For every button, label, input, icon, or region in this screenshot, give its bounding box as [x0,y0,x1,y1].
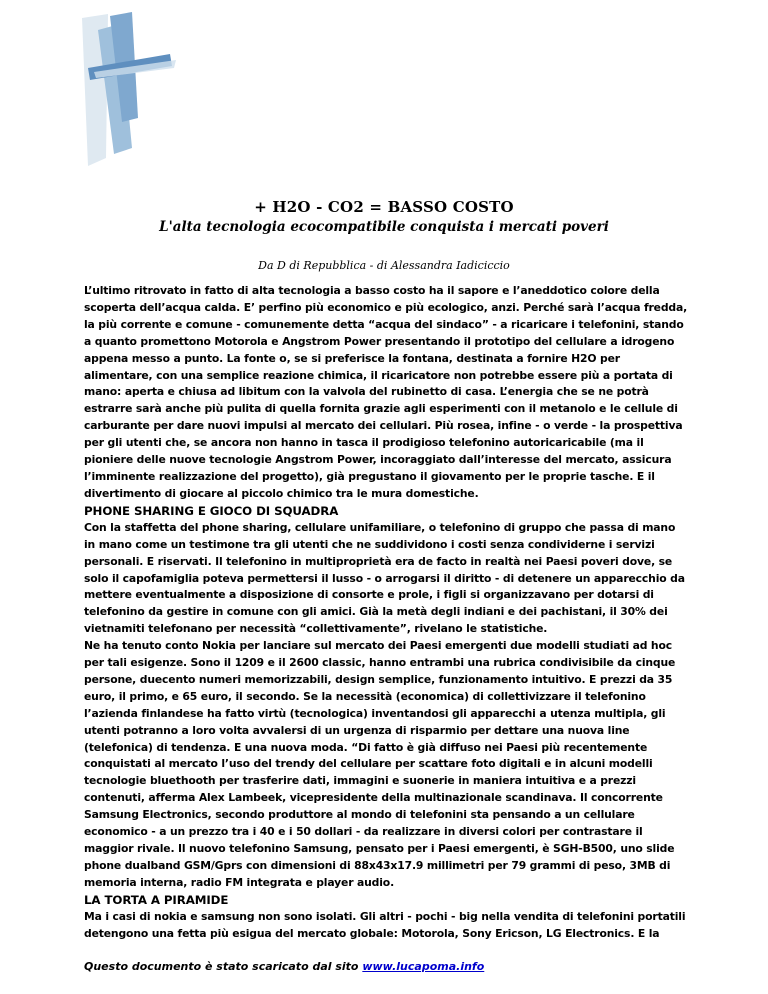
section-heading: LA TORTA A PIRAMIDE [84,892,229,907]
clothespin-logo-icon [80,8,180,168]
section-heading: PHONE SHARING E GIOCO DI SQUADRA [84,503,339,518]
download-footer [84,960,684,973]
page-subtitle: L'alta tecnologia ecocompatibile conquista i mercati poveri [159,219,609,235]
article-paragraph: Ne ha tenuto conto Nokia per lanciare sul mercato dei Paesi emergenti due modelli studiati ad hoc per tali esigenze. Sono il 1209 e il 2600 classic, hanno entrambi una rubrica condivisibile da cinque persone, duecento numeri memorizzabili, design semplice, funzionamento intuitivo. E prezzi da 35 euro, il primo, e 65 euro, il secondo. Se la necessità (economica) di collettivizzare il telefonino l’azienda finlandese ha fatto virtù (tecnologica) inventandosi gli apparecchi a utenza multipla, gli utenti potranno a loro volta avvalersi di un urgenza di risparmio per dettare una nuova line (telefonica) di tendenza. E una nuova moda. “Di fatto è già diffuso nei Paesi più recentemente conquistati al mercato l’uso del trendy del cellulare per scattare foto digitali e in alcuni modelli tecnologie bluethooth per trasferire dati, immagini e suonerie in maniera intuitiva e a prezzi contenuti, afferma Alex Lambeek, vicepresidente della multinazionale scandinava. Il concorrente Samsung Electronics, secondo produttore al mondo di telefonini sta pensando a un cellulare economico - a un prezzo tra i 40 e i 50 dollari - da realizzare in diversi colori per contrastare il maggior rivale. Il nuovo telefonino Samsung, pensato per i Paesi emergenti, è SGH-B500, uno slide phone dualband GSM/Gprs con dimensioni di 88x43x17.9 millimetri per 79 grammi di peso, 3MB di memoria interna, radio FM integrata e player audio. [84,639,676,889]
article-body [84,283,688,941]
article-byline: Da D di Repubblica - di Alessandra Iadiciccio [258,259,510,272]
footer-text: Questo documento è stato scaricato dal sito [84,960,363,973]
article-paragraph: L’ultimo ritrovato in fatto di alta tecnologia a basso costo ha il sapore e l’aneddotico colore della scoperta dell’acqua calda. E’ perfino più economico e più ecologico, anzi. Perché sarà l’acqua fredda, la più corrente e comune - comunemente detta “acqua del sindaco” - a ricaricare i telefonini, stando a quanto promettono Motorola e Angstrom Power presentando il prototipo del cellulare a idrogeno appena messo a punto. La fonte o, se si preferisce la fontana, destinata a fornire H2O per alimentare, con una semplice reazione chimica, il ricaricatore non potrebbe essere più a portata di mano: aperta e chiusa ad libitum con la valvola del rubinetto di casa. L’energia che se ne potrà estrarre sarà anche più pulita di quella fornita grazie agli esperimenti con il metanolo e le cellule di carburante per dare nuovi impulsi al mercato dei cellulari. Più rosea, infine - o verde - la prospettiva per gli utenti che, se ancora non hanno in tasca il prodigioso telefonino autoricaricabile (ma il pioniere delle nuove tecnologie Angstrom Power, incoraggiato dall’interesse del mercato, assicura l’imminente realizzazione del progetto), già pregustano il giovamento per le proprie tasche. E il divertimento di giocare al piccolo chimico tra le mura domestiche. [84,284,688,500]
page-title: + H2O - CO2 = BASSO COSTO [254,198,514,216]
source-link[interactable]: www.lucapoma.info [362,960,485,973]
article-paragraph: Ma i casi di nokia e samsung non sono isolati. Gli altri - pochi - big nella vendita di telefonini portatili detengono una fetta più esigua del mercato globale: Motorola, Sony Ericson, LG Electronics. E la [84,909,686,940]
article-paragraph: Con la staffetta del phone sharing, cellulare unifamiliare, o telefonino di gruppo che passa di mano in mano come un testimone tra gli utenti che ne suddividono i costi senza condividerne i servizi personali. E riservati. Il telefonino in multiproprietà era de facto in realtà nei Paesi poveri dove, se solo il capofamiglia poteva permettersi il lusso - o arrogarsi il diritto - di detenere un apparecchio da mettere eventualmente a disposizione di consorte e prole, i figli si organizzavano per dotarsi di telefonino da gestire in comune con gli amici. Già la metà degli indiani e dei pachistani, il 30% dei vietnamiti telefonano per necessità “collettivamente”, rivelano le statistiche. [84,520,685,636]
